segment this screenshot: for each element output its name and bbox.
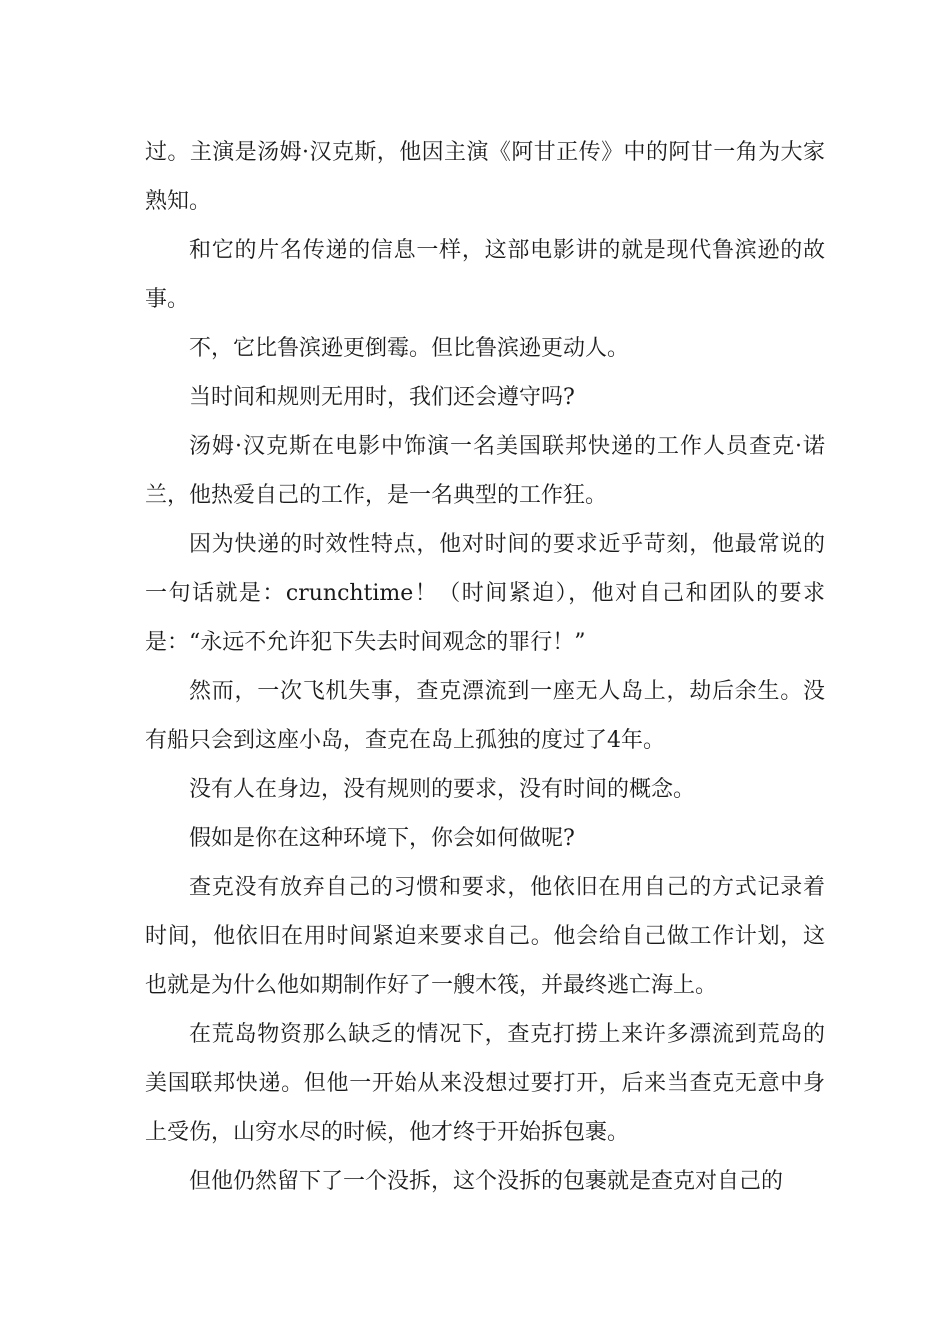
paragraph-8: 没有人在身边，没有规则的要求，没有时间的概念。 xyxy=(189,777,696,802)
paragraph-12: 但他仍然留下了一个没拆，这个没拆的包裹就是查克对自己的 xyxy=(189,1169,784,1194)
paragraph-10: 查克没有放弃自己的习惯和要求，他依旧在用自己的方式记录着时间，他依旧在用时间紧迫来要求自己。他会给自己做工作计划，这也就是为什么他如期制作好了一艘木筏，并最终逃亡海上。 xyxy=(145,875,825,998)
paragraph-2: 和它的片名传递的信息一样，这部电影讲的就是现代鲁滨逊的故事。 xyxy=(145,238,825,312)
paragraph-3: 不，它比鲁滨逊更倒霉。但比鲁滨逊更动人。 xyxy=(189,336,630,361)
paragraph-9: 假如是你在这种环境下，你会如何做呢? xyxy=(189,826,575,851)
paragraph-11: 在荒岛物资那么缺乏的情况下，查克打捞上来许多漂流到荒岛的美国联邦快递。但他一开始从来没想过要打开，后来当查克无意中身上受伤，山穷水尽的时候，他才终于开始拆包裹。 xyxy=(145,1022,825,1145)
paragraph-5: 汤姆·汉克斯在电影中饰演一名美国联邦快递的工作人员查克·诺兰，他热爱自己的工作，是一名典型的工作狂。 xyxy=(145,434,825,508)
paragraph-7: 然而，一次飞机失事，查克漂流到一座无人岛上，劫后余生。没有船只会到这座小岛，查克在岛上孤独的度过了4年。 xyxy=(145,679,825,753)
document-body xyxy=(145,128,825,1206)
paragraph-1: 过。主演是汤姆·汉克斯，他因主演《阿甘正传》中的阿甘一角为大家熟知。 xyxy=(145,140,825,214)
paragraph-6: 因为快递的时效性特点，他对时间的要求近乎苛刻，他最常说的一句话就是：crunchtime！（时间紧迫），他对自己和团队的要求是：“永远不允许犯下失去时间观念的罪行！” xyxy=(145,532,825,655)
paragraph-4: 当时间和规则无用时，我们还会遵守吗? xyxy=(189,385,575,410)
